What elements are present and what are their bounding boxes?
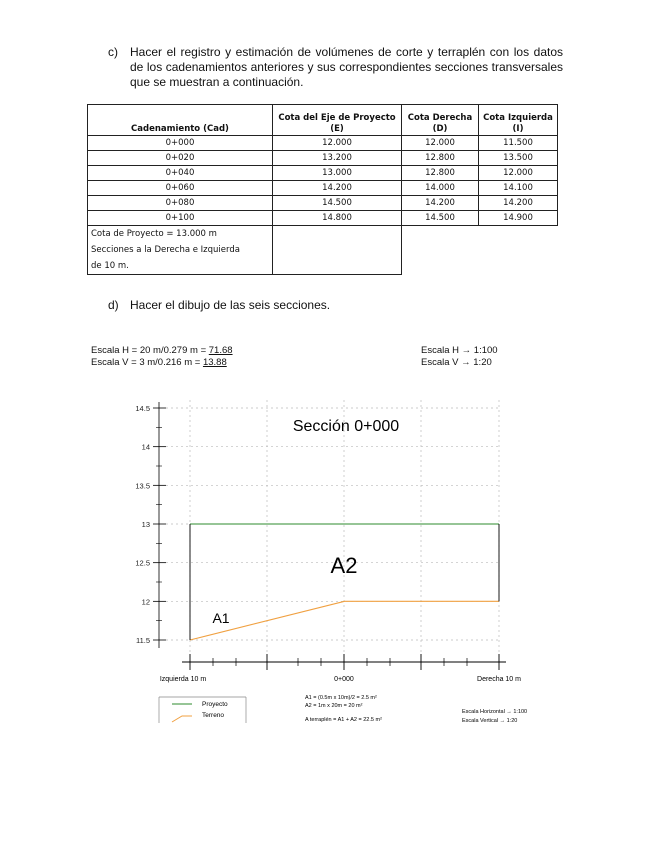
item-c-text: Hacer el registro y estimación de volúmenes de corte y terraplén con los datos de los cadenamientos anteriores y sus correspondientes secciones transversales que se muestran a continuación. — [130, 45, 563, 89]
scale-v-value: 13.88 — [202, 357, 227, 368]
y-tick-label: 13.5 — [135, 481, 150, 491]
cell: 14.500 — [273, 196, 402, 211]
cell: 13.500 — [479, 151, 558, 166]
scale-v-prefix: Escala V = 3 m/0.216 m = — [91, 357, 203, 368]
area-label-a2: A2 — [330, 553, 358, 578]
cell: 11.500 — [479, 136, 558, 151]
cell: 0+040 — [88, 166, 273, 181]
cell: 13.200 — [273, 151, 402, 166]
legend-terreno-label: Terreno — [202, 712, 225, 719]
scale-h-prefix: Escala H = 20 m/0.279 m = — [91, 345, 209, 356]
cell: 0+000 — [88, 136, 273, 151]
x-label-right: Derecha 10 m — [477, 676, 521, 683]
cell: 12.800 — [402, 166, 479, 181]
cell: 14.500 — [402, 211, 479, 226]
header-e: Cota del Eje de Proyecto (E) — [273, 105, 402, 136]
y-tick-label: 14 — [141, 442, 150, 452]
cell: 14.100 — [479, 181, 558, 196]
note-line: Cota de Proyecto = 13.000 m — [91, 229, 217, 239]
cell: 0+060 — [88, 181, 273, 196]
header-cad: Cadenamiento (Cad) — [88, 105, 273, 136]
y-tick-label: 12.5 — [135, 558, 150, 568]
x-label-left: Izquierda 10 m — [159, 676, 207, 683]
calc-total: A terraplén = A1 + A2 = 22.5 m² — [305, 717, 382, 723]
y-tick-label: 12 — [141, 597, 150, 607]
cell: 0+100 — [88, 211, 273, 226]
y-tick-label: 11.5 — [135, 636, 150, 645]
y-tick-label: 14.5 — [135, 404, 150, 413]
cell: 14.900 — [479, 211, 558, 226]
header-i: Cota Izquierda (I) — [479, 105, 558, 136]
cell: 12.800 — [402, 151, 479, 166]
cell: 14.200 — [273, 181, 402, 196]
scale-v-ratio: Escala V → 1:20 — [421, 357, 492, 368]
header-d: Cota Derecha (D) — [402, 105, 479, 136]
legend-proyecto-label: Proyecto — [202, 701, 228, 708]
x-label-center: 0+000 — [334, 676, 354, 683]
cell: 14.000 — [402, 181, 479, 196]
footer-scale-h: Escala Horizontal → 1:100 — [462, 709, 528, 715]
calc-a1: A1 = (0.5m x 10m)/2 = 2.5 m² — [305, 695, 377, 701]
footer-scale-v: Escala Vertical → 1:20 — [462, 718, 518, 724]
item-c-label: c) — [108, 45, 118, 59]
cell: 12.000 — [402, 136, 479, 151]
note-line: Secciones a la Derecha e Izquierda — [91, 245, 240, 255]
y-axis — [135, 402, 166, 648]
cell: 13.000 — [273, 166, 402, 181]
calc-a2: A2 = 1m x 20m = 20 m² — [305, 703, 363, 709]
series-terreno-line — [190, 601, 499, 640]
section-title: Sección 0+000 — [292, 418, 400, 435]
legend — [159, 697, 246, 723]
series-layer — [190, 524, 499, 640]
item-d-label: d) — [108, 298, 119, 312]
legend-terreno-swatch — [172, 716, 192, 722]
x-axis — [182, 654, 506, 670]
cell: 14.200 — [479, 196, 558, 211]
y-tick-label: 13 — [141, 520, 150, 529]
scale-h-ratio: Escala H → 1:100 — [421, 345, 498, 356]
cell: 0+080 — [88, 196, 273, 211]
area-label-a1: A1 — [212, 610, 230, 626]
cell: 14.800 — [273, 211, 402, 226]
cell: 12.000 — [479, 166, 558, 181]
note-line: de 10 m. — [91, 261, 129, 271]
scale-h-value: 71.68 — [208, 345, 233, 356]
cell: 14.200 — [402, 196, 479, 211]
cell: 0+020 — [88, 151, 273, 166]
item-d-text: Hacer el dibujo de las seis secciones. — [130, 298, 331, 312]
cell: 12.000 — [273, 136, 402, 151]
